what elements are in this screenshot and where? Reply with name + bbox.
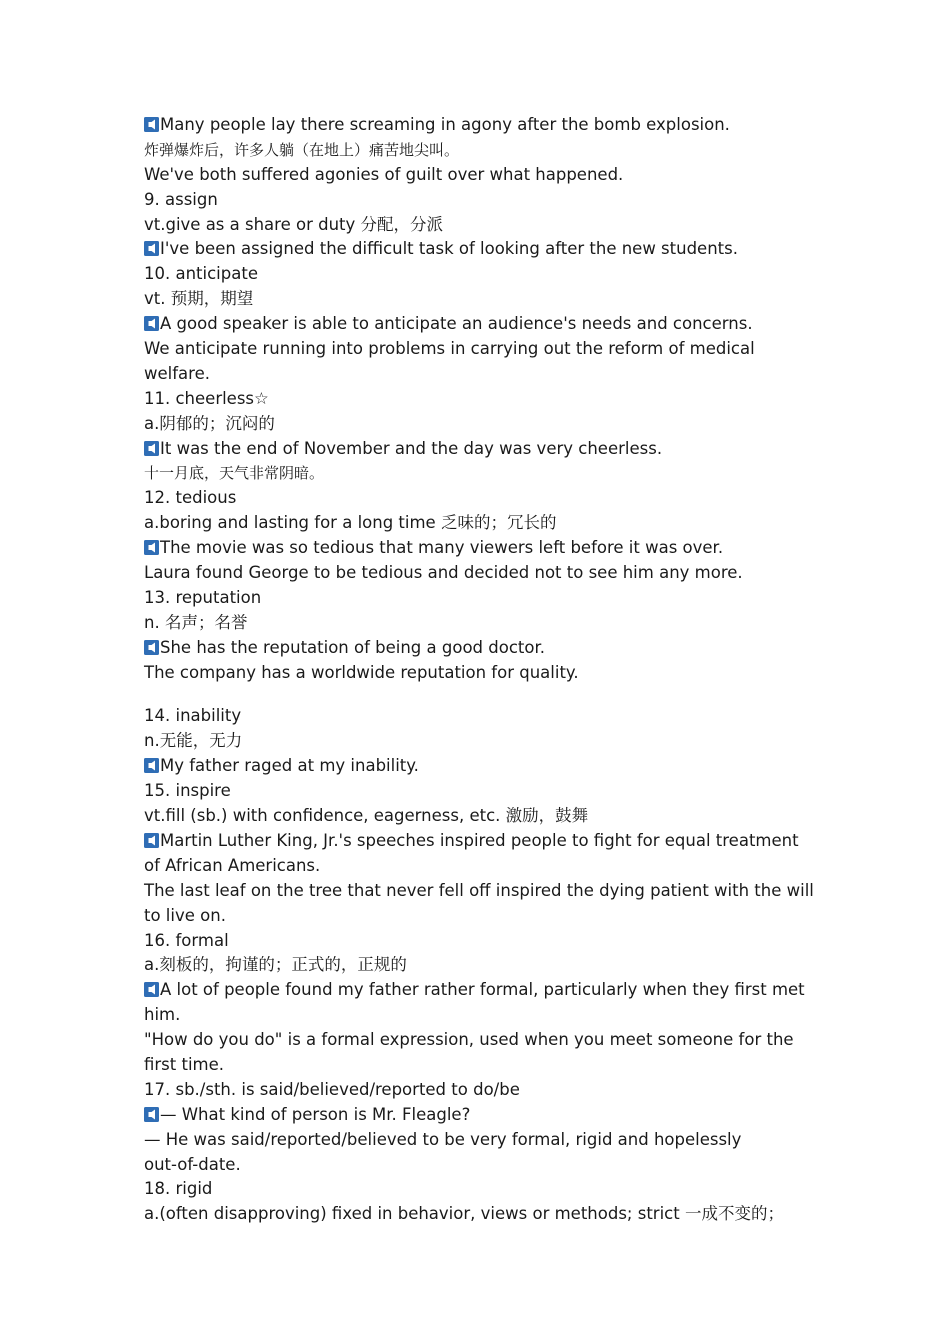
vocab-heading: 13. reputation xyxy=(144,587,262,607)
example-sentence: A lot of people found my father rather formal, particularly when they first met xyxy=(144,978,824,1003)
example-sentence: The last leaf on the tree that never fell off inspired the dying patient with the will xyxy=(144,880,814,900)
example-sentence: The company has a worldwide reputation for quality. xyxy=(144,662,579,682)
vocab-heading: 16. formal xyxy=(144,930,229,950)
example-sentence: him. xyxy=(144,1005,181,1025)
example-sentence: She has the reputation of being a good doctor. xyxy=(144,636,824,661)
definition: a.(often disapproving) fixed in behavior, views or methods; strict 一成不变的； xyxy=(144,1204,784,1224)
speaker-icon[interactable] xyxy=(144,982,159,997)
vocab-heading: 18. rigid xyxy=(144,1179,213,1199)
speaker-icon[interactable] xyxy=(144,316,159,331)
vocab-heading: 12. tedious xyxy=(144,488,237,508)
definition: a.阴郁的；沉闷的 xyxy=(144,413,275,433)
example-sentence: I've been assigned the difficult task of looking after the new students. xyxy=(144,237,824,262)
example-sentence: to live on. xyxy=(144,905,226,925)
speaker-icon[interactable] xyxy=(144,117,159,132)
example-sentence: Martin Luther King, Jr.'s speeches inspired people to fight for equal treatment xyxy=(144,829,824,854)
paragraph-gap xyxy=(144,685,824,704)
speaker-icon[interactable] xyxy=(144,441,159,456)
example-sentence: "How do you do" is a formal expression, used when you meet someone for the xyxy=(144,1030,794,1050)
document-body xyxy=(144,113,824,1227)
definition: vt.give as a share or duty 分配，分派 xyxy=(144,214,444,234)
vocab-heading: 10. anticipate xyxy=(144,264,258,284)
example-sentence: Laura found George to be tedious and decided not to see him any more. xyxy=(144,563,743,583)
example-sentence: Many people lay there screaming in agony after the bomb explosion. xyxy=(144,113,824,138)
speaker-icon[interactable] xyxy=(144,640,159,655)
speaker-icon[interactable] xyxy=(144,1107,159,1122)
example-sentence: The movie was so tedious that many viewers left before it was over. xyxy=(144,536,824,561)
example-sentence: of African Americans. xyxy=(144,855,321,875)
speaker-icon[interactable] xyxy=(144,758,159,773)
example-sentence: We've both suffered agonies of guilt over what happened. xyxy=(144,164,624,184)
translation: 炸弹爆炸后，许多人躺（在地上）痛苦地尖叫。 xyxy=(144,140,460,159)
example-sentence: A good speaker is able to anticipate an audience's needs and concerns. xyxy=(144,312,824,337)
definition: n. 名声；名誉 xyxy=(144,612,248,632)
example-sentence: We anticipate running into problems in carrying out the reform of medical xyxy=(144,339,755,359)
example-sentence: — What kind of person is Mr. Fleagle? xyxy=(144,1103,824,1128)
example-sentence: welfare. xyxy=(144,363,210,383)
example-sentence: first time. xyxy=(144,1054,225,1074)
vocab-heading: 15. inspire xyxy=(144,781,231,801)
example-sentence: My father raged at my inability. xyxy=(144,754,824,779)
definition: vt.fill (sb.) with confidence, eagerness, etc. 激励，鼓舞 xyxy=(144,806,589,826)
vocab-heading: 17. sb./sth. is said/believed/reported to do/be xyxy=(144,1079,520,1099)
definition: a.boring and lasting for a long time 乏味的；冗长的 xyxy=(144,513,557,533)
example-sentence: out-of-date. xyxy=(144,1154,241,1174)
speaker-icon[interactable] xyxy=(144,833,159,848)
vocab-heading: 9. assign xyxy=(144,189,218,209)
translation: 十一月底，天气非常阴暗。 xyxy=(144,464,325,483)
vocab-heading: 11. cheerless☆ xyxy=(144,388,269,408)
definition: a.刻板的，拘谨的；正式的，正规的 xyxy=(144,955,407,975)
example-sentence: — He was said/reported/believed to be very formal, rigid and hopelessly xyxy=(144,1129,742,1149)
definition: vt. 预期，期望 xyxy=(144,289,254,309)
definition: n.无能，无力 xyxy=(144,731,243,751)
example-sentence: It was the end of November and the day was very cheerless. xyxy=(144,437,824,462)
speaker-icon[interactable] xyxy=(144,241,159,256)
speaker-icon[interactable] xyxy=(144,540,159,555)
vocab-heading: 14. inability xyxy=(144,706,242,726)
